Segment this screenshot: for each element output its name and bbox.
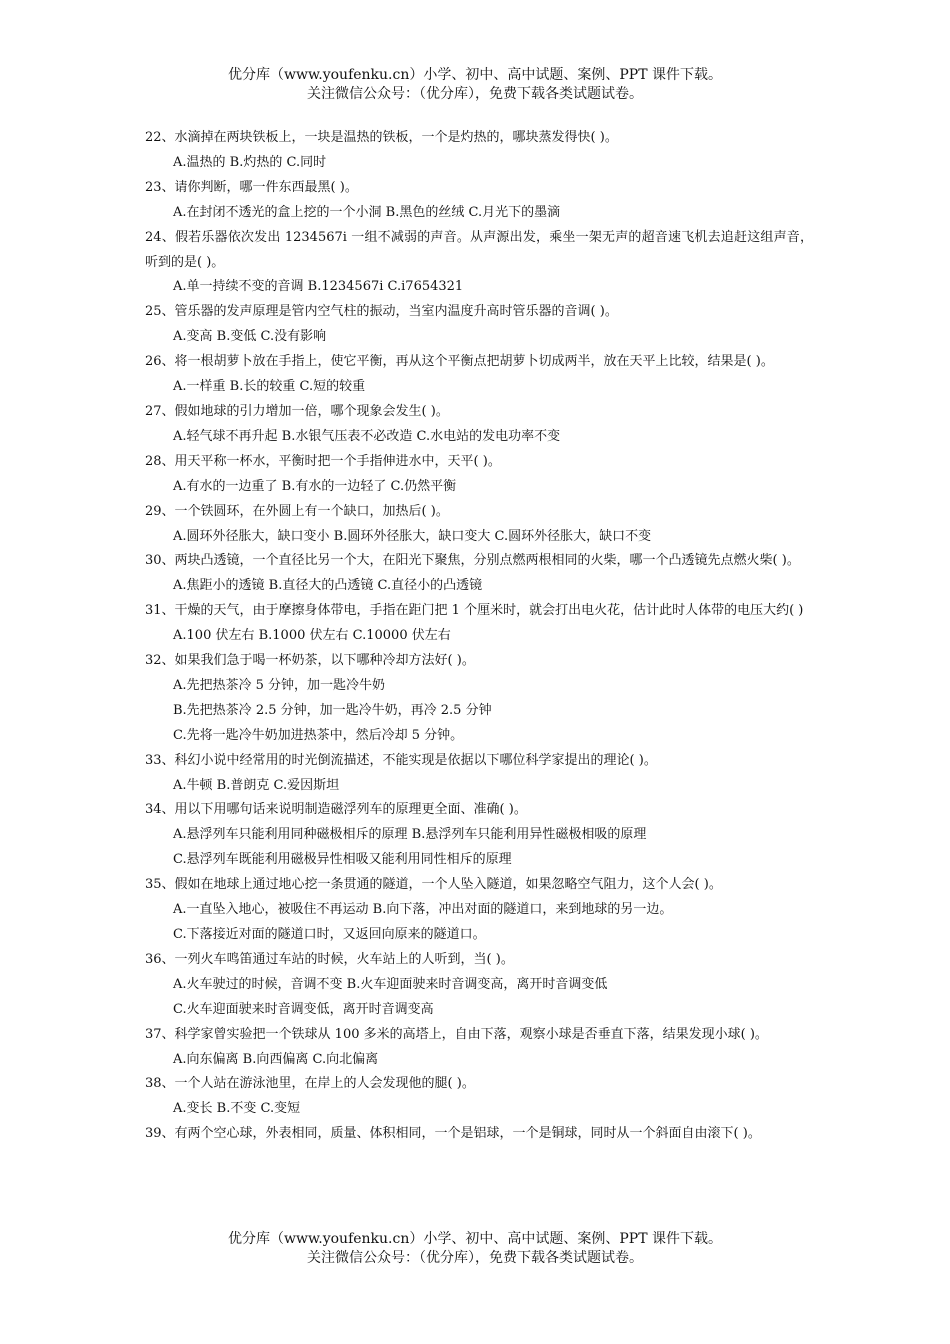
question-item [145, 500, 813, 550]
header-line-1: 优分库（www.youfenku.cn）小学、初中、高中试题、案例、PPT 课件下载。 [227, 67, 722, 83]
question-text: 38、一个人站在游泳池里，在岸上的人会发现他的腿( )。 [145, 1076, 475, 1092]
page-header [0, 66, 950, 104]
question-text: 39、有两个空心球，外表相同，质量、体积相同，一个是铝球，一个是铜球，同时从一个斜面自由滚下( )。 [145, 1126, 761, 1142]
question-text: 27、假如地球的引力增加一倍，哪个现象会发生( )。 [145, 403, 449, 419]
question-item [145, 350, 813, 400]
question-options: A.在封闭不透光的盒上挖的一个小洞 B.黑色的丝绒 C.月光下的墨滴 [173, 204, 561, 220]
question-options: B.先把热茶冷 2.5 分钟，加一匙冷牛奶，再冷 2.5 分钟 [173, 702, 492, 718]
question-options: A.温热的 B.灼热的 C.同时 [173, 154, 327, 170]
question-options: A.火车驶过的时候，音调不变 B.火车迎面驶来时音调变高，离开时音调变低 [173, 976, 608, 992]
question-text: 23、请你判断，哪一件东西最黑( )。 [145, 179, 358, 195]
page-footer [0, 1230, 950, 1268]
question-item [145, 400, 813, 450]
footer-line-2: 关注微信公众号：（优分库），免费下载各类试题试卷。 [307, 1250, 643, 1266]
question-text: 24、假若乐器依次发出 1234567i 一组不减弱的声音。从声源出发，乘坐一架无声的超音速飞机去追赶这组声音，听到的是( )。 [145, 229, 813, 270]
question-text: 29、一个铁圆环，在外圆上有一个缺口，加热后( )。 [145, 503, 449, 519]
question-item [145, 649, 813, 749]
question-item [145, 948, 813, 1023]
question-options: C.火车迎面驶来时音调变低，离开时音调变高 [173, 1001, 434, 1017]
question-item [145, 749, 813, 799]
question-options: A.一直坠入地心，被吸住不再运动 B.向下落，冲出对面的隧道口，来到地球的另一边。 [173, 902, 673, 918]
question-options: A.100 伏左右 B.1000 伏左右 C.10000 伏左右 [173, 628, 451, 644]
question-text: 36、一列火车鸣笛通过车站的时候，火车站上的人听到，当( )。 [145, 951, 514, 967]
question-item [145, 176, 813, 226]
question-item [145, 226, 813, 301]
question-item [145, 798, 813, 873]
question-text: 33、科幻小说中经常用的时光倒流描述，不能实现是依据以下哪位科学家提出的理论( )。 [145, 752, 657, 768]
question-item [145, 599, 813, 649]
question-text: 22、水滴掉在两块铁板上，一块是温热的铁板，一个是灼热的，哪块蒸发得快( )。 [145, 130, 618, 145]
question-options: A.有水的一边重了 B.有水的一边轻了 C.仍然平衡 [173, 478, 457, 494]
question-list [145, 126, 813, 1147]
question-options: A.牛顿 B.普朗克 C.爱因斯坦 [173, 777, 340, 793]
question-options: A.变长 B.不变 C.变短 [173, 1101, 301, 1117]
question-item [145, 1072, 813, 1122]
question-options: C.下落接近对面的隧道口时，又返回向原来的隧道口。 [173, 927, 486, 942]
question-options: A.一样重 B.长的较重 C.短的较重 [173, 379, 366, 395]
question-item [145, 126, 813, 176]
question-item [145, 450, 813, 500]
question-text: 35、假如在地球上通过地心挖一条贯通的隧道，一个人坠入隧道，如果忽略空气阻力，这个人会( )。 [145, 877, 722, 893]
question-options: A.轻气球不再升起 B.水银气压表不必改造 C.水电站的发电功率不变 [173, 428, 561, 444]
question-options: A.先把热茶冷 5 分钟，加一匙冷牛奶 [173, 677, 386, 693]
question-text: 34、用以下用哪句话来说明制造磁浮列车的原理更全面、准确( )。 [145, 802, 527, 818]
question-text: 28、用天平称一杯水，平衡时把一个手指伸进水中，天平( )。 [145, 453, 501, 469]
question-options: A.悬浮列车只能利用同种磁极相斥的原理 B.悬浮列车只能利用异性磁极相吸的原理 [173, 827, 647, 843]
question-options: A.焦距小的透镜 B.直径大的凸透镜 C.直径小的凸透镜 [173, 578, 483, 594]
question-item [145, 1023, 813, 1073]
question-options: A.向东偏离 B.向西偏离 C.向北偏离 [173, 1051, 379, 1067]
question-item [145, 1122, 813, 1147]
question-options: C.悬浮列车既能利用磁极异性相吸又能利用同性相斥的原理 [173, 852, 512, 868]
header-line-2: 关注微信公众号：（优分库），免费下载各类试题试卷。 [307, 86, 643, 102]
footer-line-1: 优分库（www.youfenku.cn）小学、初中、高中试题、案例、PPT 课件下载。 [227, 1231, 722, 1247]
question-options: A.单一持续不变的音调 B.1234567i C.i7654321 [173, 279, 464, 295]
question-item [145, 873, 813, 948]
question-text: 30、两块凸透镜，一个直径比另一个大，在阳光下聚焦，分别点燃两根相同的火柴，哪一个凸透镜先点燃火柴( )。 [145, 553, 800, 569]
question-text: 32、如果我们急于喝一杯奶茶，以下哪种冷却方法好( )。 [145, 653, 475, 669]
question-text: 25、管乐器的发声原理是管内空气柱的振动，当室内温度升高时管乐器的音调( )。 [145, 304, 618, 320]
question-options: C.先将一匙冷牛奶加进热茶中，然后冷却 5 分钟。 [173, 727, 464, 743]
question-text: 31、干燥的天气，由于摩擦身体带电，手指在距门把 1 个厘米时，就会打出电火花，估计此时人体带的电压大约( ) [145, 603, 804, 619]
question-text: 26、将一根胡萝卜放在手指上，使它平衡，再从这个平衡点把胡萝卜切成两半，放在天平上比较，结果是( )。 [145, 354, 774, 370]
question-item [145, 300, 813, 350]
question-options: A.变高 B.变低 C.没有影响 [173, 329, 327, 345]
question-text: 37、科学家曾实验把一个铁球从 100 多米的高塔上，自由下落，观察小球是否垂直下落，结果发现小球( )。 [145, 1026, 768, 1042]
question-item [145, 549, 813, 599]
question-options: A.圆环外径胀大，缺口变小 B.圆环外径胀大，缺口变大 C.圆环外径胀大，缺口不变 [173, 528, 652, 544]
